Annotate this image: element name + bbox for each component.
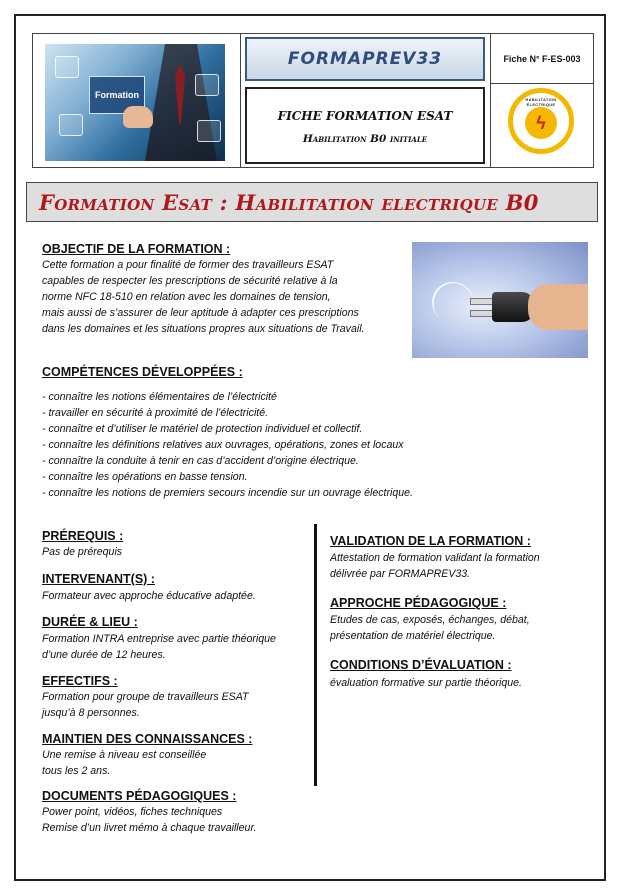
fiche-box bbox=[245, 87, 485, 164]
maintien-text: Une remise à niveau est conseillée bbox=[42, 749, 207, 761]
competence-item: - connaître et d’utiliser le matériel de protection individuel et collectif. bbox=[42, 423, 363, 435]
effectifs-text: jusqu’à 8 personnes. bbox=[42, 707, 140, 719]
conditions-heading: CONDITIONS D’ÉVALUATION : bbox=[330, 658, 512, 672]
validation-text: délivrée par FORMAPREV33. bbox=[330, 568, 471, 580]
validation-heading: VALIDATION DE LA FORMATION : bbox=[330, 534, 531, 548]
competences-list bbox=[42, 389, 413, 501]
prerequis-text: Pas de prérequis bbox=[42, 546, 123, 558]
prerequis-heading: PRÉREQUIS : bbox=[42, 529, 124, 543]
fiche-reference: Fiche N° F-ES-003 bbox=[503, 53, 581, 64]
maintien-heading: MAINTIEN DES CONNAISSANCES : bbox=[42, 732, 253, 746]
maintien-text: tous les 2 ans. bbox=[42, 765, 111, 777]
objectif-line: mais aussi de s’assurer de leur aptitude à adapter ces prescriptions bbox=[42, 307, 359, 319]
effectifs-heading: EFFECTIFS : bbox=[42, 674, 118, 688]
header-photo-cell bbox=[33, 34, 241, 167]
objectif-line: Cette formation a pour finalité de former des travailleurs ESAT bbox=[42, 259, 334, 271]
banner-title: Formation Esat : Habilitation electrique B0 bbox=[39, 189, 539, 215]
competence-item: - connaître les opérations en basse tension. bbox=[42, 471, 248, 483]
logo-text: HABILITATION ÉLECTRIQUE bbox=[525, 97, 557, 107]
plug-prong bbox=[470, 298, 494, 305]
hexagon-icon bbox=[197, 120, 221, 142]
duree-text: Formation INTRA entreprise avec partie théorique bbox=[42, 633, 276, 645]
objectif-heading: OBJECTIF DE LA FORMATION : bbox=[42, 242, 231, 256]
header-table bbox=[32, 33, 594, 168]
header-logo-cell bbox=[491, 84, 593, 167]
validation-text: Attestation de formation validant la formation bbox=[330, 552, 540, 564]
effectifs-text: Formation pour groupe de travailleurs ESAT bbox=[42, 691, 249, 703]
competence-item: - travailler en sécurité à proximité de l’électricité. bbox=[42, 407, 269, 419]
objectif-line: norme NFC 18-510 en relation avec les domaines de tension, bbox=[42, 291, 331, 303]
approche-heading: APPROCHE PÉDAGOGIQUE : bbox=[330, 596, 507, 610]
competence-item: - connaître les notions de premiers secours incendie sur un ouvrage électrique. bbox=[42, 487, 413, 499]
hexagon-icon bbox=[55, 56, 79, 78]
fiche-title: FICHE FORMATION ESAT bbox=[277, 109, 453, 123]
brand-box bbox=[245, 37, 485, 81]
hexagon-icon bbox=[195, 74, 219, 96]
title-banner bbox=[26, 182, 598, 222]
training-photo bbox=[45, 44, 225, 161]
header-title-cell bbox=[241, 34, 491, 167]
column-divider bbox=[314, 524, 317, 786]
competence-item: - connaître la conduite à tenir en cas d’accident d’origine électrique. bbox=[42, 455, 359, 467]
competence-item: - connaître les définitions relatives aux ouvrages, opérations, zones et locaux bbox=[42, 439, 404, 451]
plug-prong bbox=[470, 310, 494, 317]
fiche-subtitle: Habilitation B0 initiale bbox=[302, 133, 428, 145]
conditions-text: évaluation formative sur partie théorique. bbox=[330, 677, 522, 689]
header-reference-cell bbox=[491, 34, 593, 84]
approche-text: Etudes de cas, exposés, échanges, débat, bbox=[330, 614, 530, 626]
documents-text: Power point, vidéos, fiches techniques bbox=[42, 806, 223, 818]
approche-text: présentation de matériel électrique. bbox=[330, 630, 496, 642]
competence-item: - connaître les notions élémentaires de l’électricité bbox=[42, 391, 277, 403]
lightning-bolt-icon: ϟ bbox=[536, 113, 546, 133]
intervenants-heading: INTERVENANT(S) : bbox=[42, 572, 155, 586]
pointing-hand bbox=[123, 106, 153, 128]
objectif-line: dans les domaines et les situations propres aux situations de Travail. bbox=[42, 323, 365, 335]
holding-hand bbox=[528, 284, 588, 330]
objectif-line: capables de respecter les prescriptions de sécurité relative à la bbox=[42, 275, 338, 287]
competences-heading: COMPÉTENCES DÉVELOPPÉES : bbox=[42, 365, 243, 379]
documents-text: Remise d’un livret mémo à chaque travailleur. bbox=[42, 822, 257, 834]
document-page bbox=[14, 14, 606, 881]
duree-text: d’une durée de 12 heures. bbox=[42, 649, 166, 661]
habilitation-logo bbox=[508, 88, 574, 154]
brand-name: FORMAPREV33 bbox=[287, 49, 443, 69]
electric-plug-photo bbox=[412, 242, 588, 358]
duree-heading: DURÉE & LIEU : bbox=[42, 615, 138, 629]
formation-hexagon: Formation bbox=[89, 76, 145, 114]
documents-heading: DOCUMENTS PÉDAGOGIQUES : bbox=[42, 789, 237, 803]
intervenants-text: Formateur avec approche éducative adaptée. bbox=[42, 590, 256, 602]
hexagon-icon bbox=[59, 114, 83, 136]
